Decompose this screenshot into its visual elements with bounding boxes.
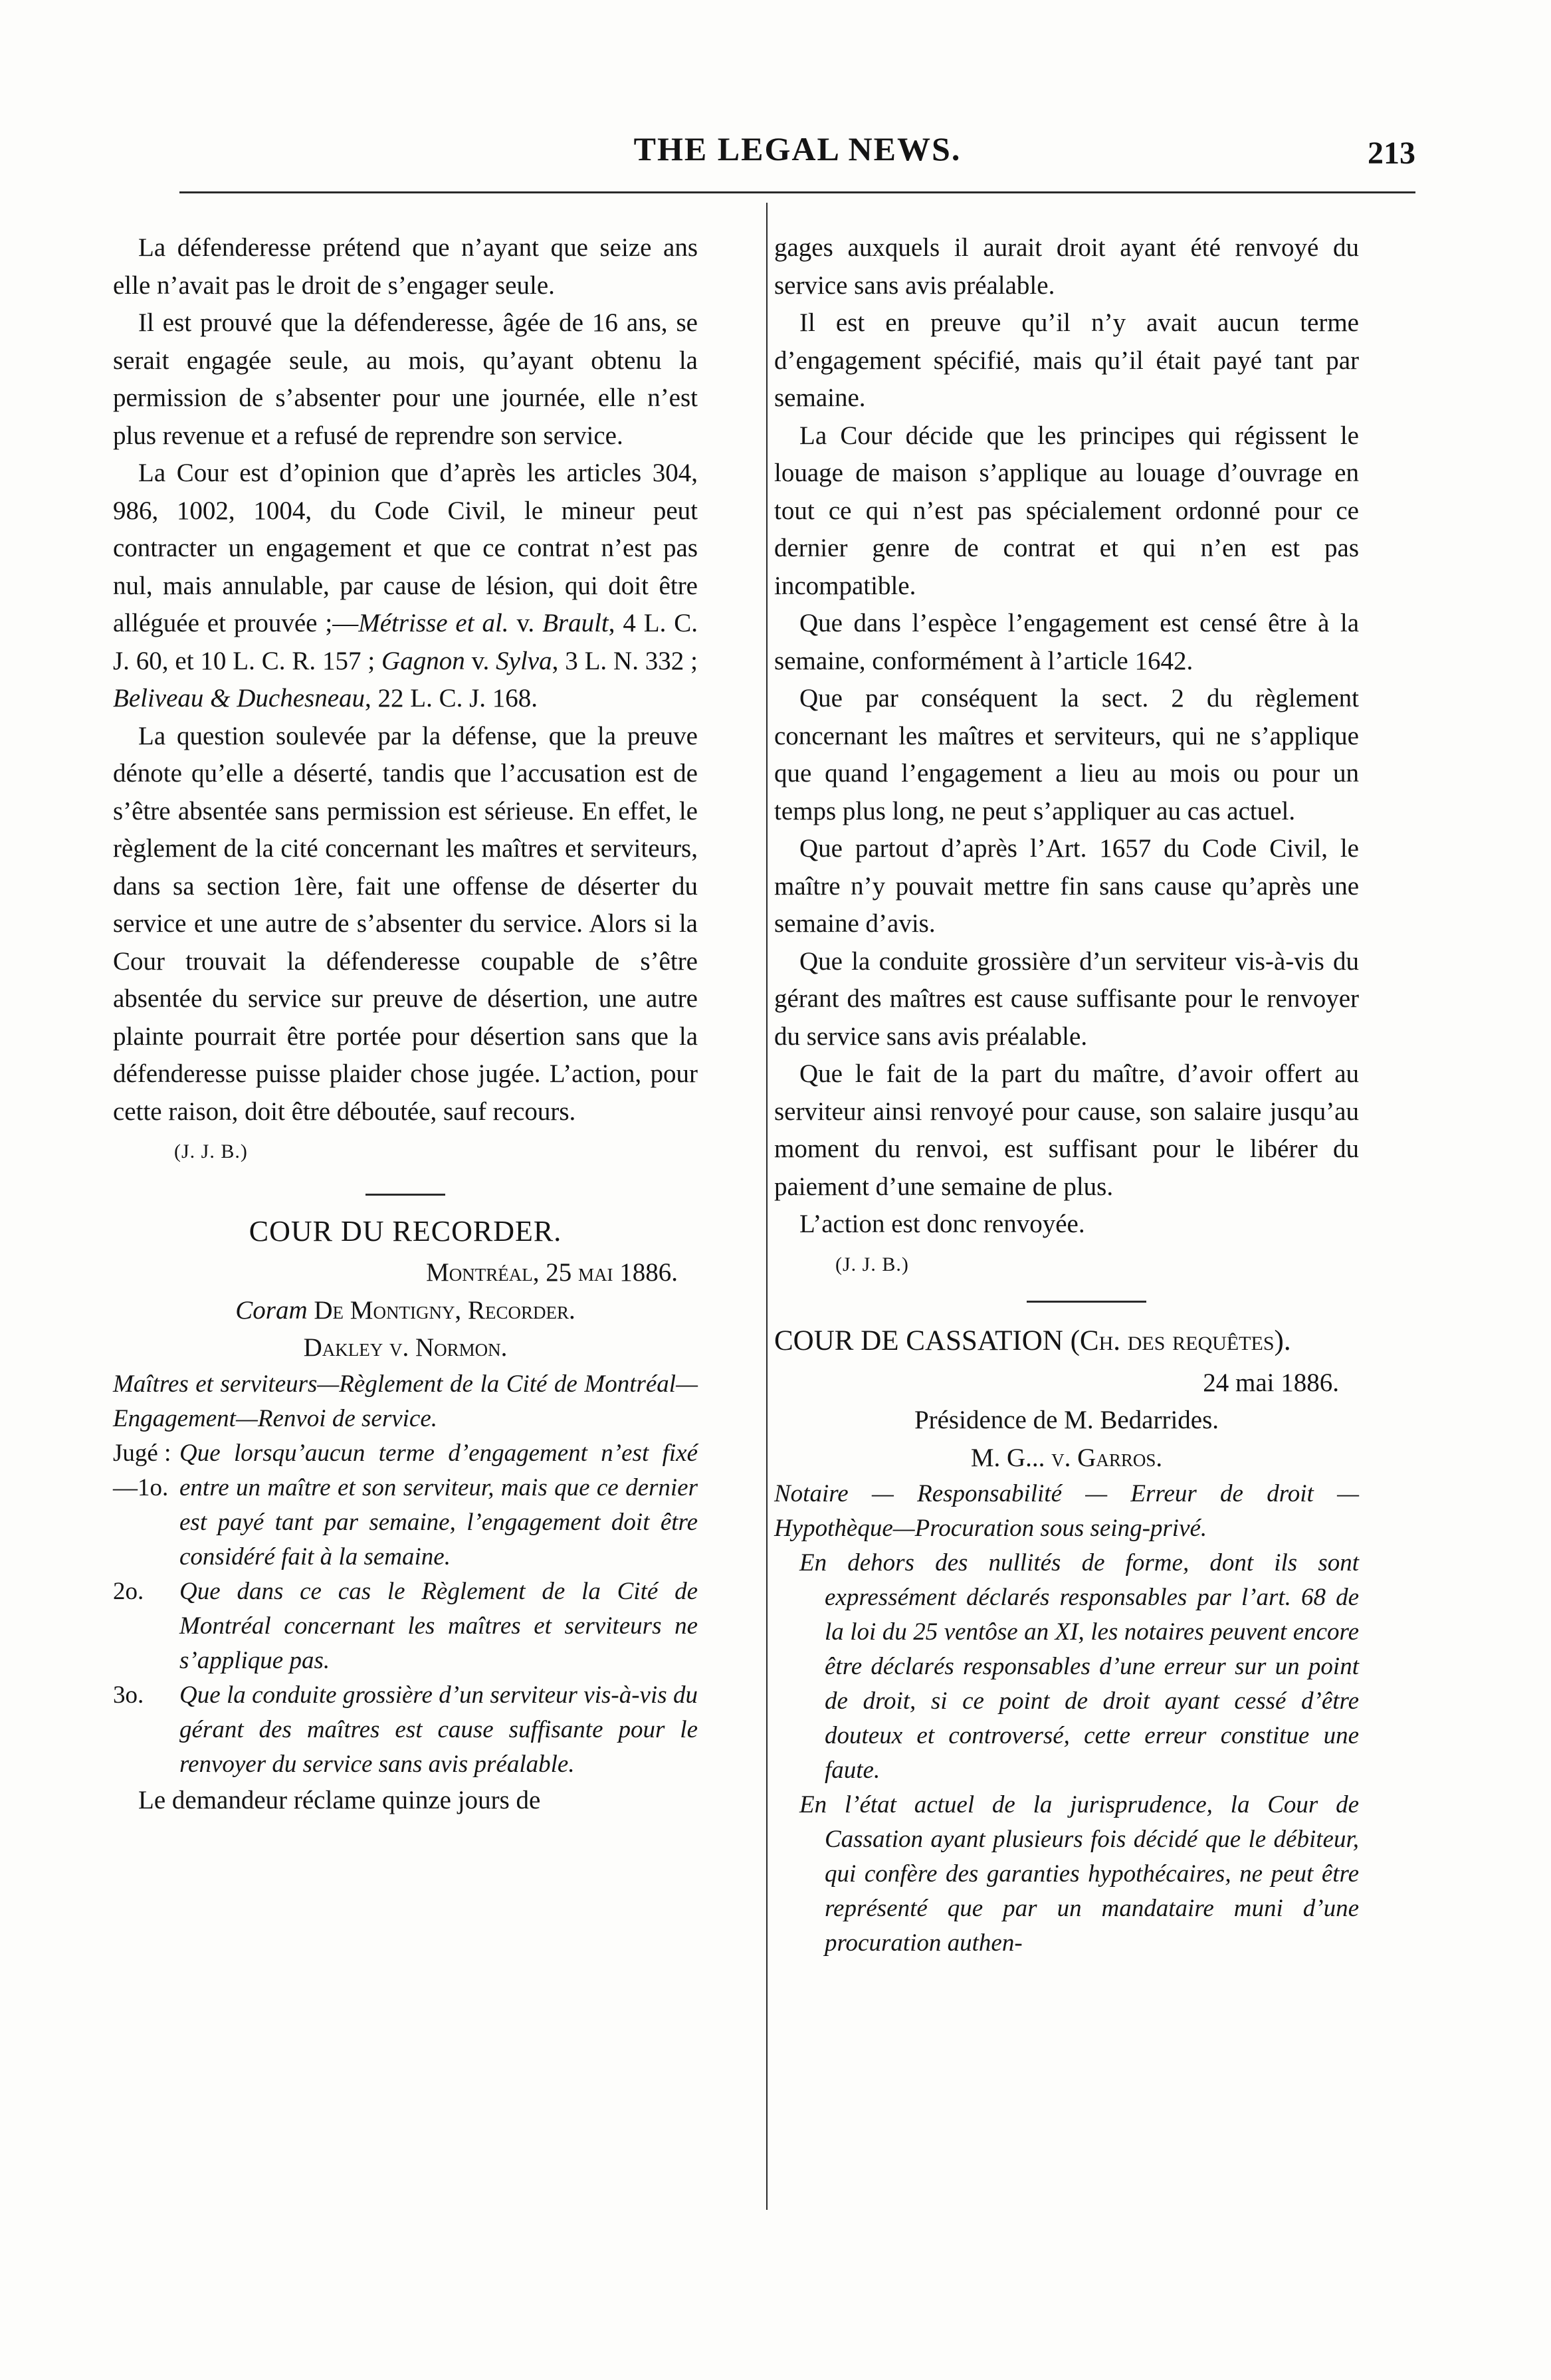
paragraph: L’action est donc renvoyée.: [799, 1210, 1085, 1238]
header-rule: [179, 191, 1415, 193]
paragraph: La Cour décide que les principes qui régissent le louage de maison s’applique au louage d’ouvrage en tout ce qui n’est pas spécialement ordonné pour ce dernier genre de contrat et qui n’en est pas incompatible.: [774, 421, 1359, 600]
paragraph-citations: La Cour est d’opinion que d’après les articles 304, 986, 1002, 1004, du Code Civil, le mineur peut contracter un engagement et que ce contrat n’est pas nul, mais annulable, par cause de lésion, qui doit être alléguée et prouvée ;—Métrisse et al. v. Brault, 4 L. C. J. 60, et 10 L. C. R. 157 ; Gagnon v. Sylva, 3 L. N. 332 ; Beliveau & Duchesneau, 22 L. C. J. 168.: [113, 459, 698, 712]
holding-1: Jugé :—1o. Que lorsqu’aucun terme d’engagement n’est fixé entre un maître et son serviteur, mais que ce dernier est payé tant par semaine, l’engagement doit être considéré fait à la semaine.: [113, 1436, 698, 1574]
paragraph: Que partout d’après l’Art. 1657 du Code Civil, le maître n’y pouvait mettre fin sans cause qu’après une semaine d’avis.: [774, 834, 1359, 938]
dateline: Montréal, 25 mai 1886.: [426, 1258, 678, 1287]
summary-point-1: En dehors des nullités de forme, dont ils sont expressément déclarés responsables par l’art. 68 de la loi du 25 ventôse an XI, les notaires peuvent encore être déclarés responsables d’une erreur sur un point de droit, si ce point de droit ayant cessé d’être douteux et controversé, cette erreur constitue une faute.: [799, 1549, 1359, 1784]
case-summary: Notaire — Responsabilité — Erreur de droit — Hypothèque—Procuration sous seing-privé.: [774, 1480, 1359, 1542]
presidence-line: Présidence de M. Bedarrides.: [914, 1406, 1219, 1434]
paragraph: Il est prouvé que la défenderesse, âgée de 16 ans, se serait engagée seule, au mois, qu’ayant obtenu la permission de s’absenter pour une journée, elle n’est plus revenue et a refusé de reprendre son service.: [113, 308, 698, 450]
holding-2: 2o. Que dans ce cas le Règlement de la Cité de Montréal concernant les maîtres et serviteurs ne s’applique pas.: [113, 1574, 698, 1678]
page-number: 213: [1368, 136, 1415, 171]
summary-point-2: En l’état actuel de la jurisprudence, la Cour de Cassation ayant plusieurs fois décidé que le débiteur, qui confère des garanties hypothécaires, ne peut être représenté que par un mandataire muni d’une procuration authen-: [799, 1791, 1359, 1957]
paragraph: Le demandeur réclame quinze jours de: [138, 1785, 541, 1814]
holding-label: 2o.: [113, 1577, 144, 1605]
paragraph: Que par conséquent la sect. 2 du règlement concernant les maîtres et serviteurs, qui ne s’applique que quand l’engagement a lieu au mois ou pour un temps plus long, ne peut s’appliquer au cas actuel.: [774, 684, 1359, 825]
paragraph: La défenderesse prétend que n’ayant que seize ans elle n’avait pas le droit de s’engager seule.: [113, 233, 698, 300]
paragraph: Que la conduite grossière d’un serviteur vis-à-vis du gérant des maîtres est cause suffisante pour le renvoyer du service sans avis préalable.: [774, 946, 1359, 1051]
section-divider: [1027, 1301, 1146, 1303]
case-summary: Maîtres et serviteurs—Règlement de la Cité de Montréal—Engagement—Renvoi de service.: [113, 1370, 698, 1432]
coram-line: Coram De Montigny, Recorder.: [235, 1295, 575, 1325]
section-divider: [365, 1194, 445, 1196]
holding-3: 3o. Que la conduite grossière d’un serviteur vis-à-vis du gérant des maîtres est cause suffisante pour le renvoyer du service sans avis préalable.: [113, 1678, 698, 1782]
paragraph: Que dans l’espèce l’engagement est censé être à la semaine, conformément à l’article 1642.: [774, 609, 1359, 675]
dateline: 24 mai 1886.: [1203, 1368, 1339, 1397]
holding-label: Jugé :—1o.: [113, 1439, 171, 1501]
case-parties: Dakley v. Normon.: [303, 1333, 508, 1362]
author-initials: (J. J. B.): [835, 1253, 909, 1275]
page-header: [179, 130, 1415, 183]
column-divider: [766, 203, 768, 2210]
paragraph: La question soulevée par la défense, que la preuve dénote qu’elle a déserté, tandis que l’accusation est de s’être absentée sans permission est sérieuse. En effet, le règlement de la cité concernant les maîtres et serviteurs, dans sa section 1ère, fait une offense de déserter du service et une autre de s’absenter du service. Alors si la Cour trouvait la défenderesse coupable de s’être absentée du service sur preuve de désertion, une autre plainte pourrait être portée pour désertion sans que la défenderesse puisse plaider chose jugée. L’action, pour cette raison, doit être déboutée, sauf recours.: [113, 721, 698, 1126]
court-heading: COUR DU RECORDER.: [249, 1214, 562, 1247]
right-column: [774, 229, 1359, 1961]
case-parties: M. G... v. Garros.: [970, 1443, 1163, 1472]
paragraph: gages auxquels il aurait droit ayant été renvoyé du service sans avis préalable.: [774, 233, 1359, 300]
author-initials: (J. J. B.): [174, 1140, 248, 1162]
court-heading: COUR DE CASSATION (Ch. des requêtes).: [774, 1325, 1291, 1356]
left-column: [113, 229, 698, 1819]
paragraph: Il est en preuve qu’il n’y avait aucun terme d’engagement spécifié, mais qu’il était payé tant par semaine.: [774, 308, 1359, 412]
paragraph: Que le fait de la part du maître, d’avoir offert au serviteur ainsi renvoyé pour cause, son salaire jusqu’au moment du renvoi, est suffisant pour le libérer du paiement d’une semaine de plus.: [774, 1059, 1359, 1201]
holding-label: 3o.: [113, 1681, 144, 1709]
running-title: THE LEGAL NEWS.: [633, 130, 962, 167]
